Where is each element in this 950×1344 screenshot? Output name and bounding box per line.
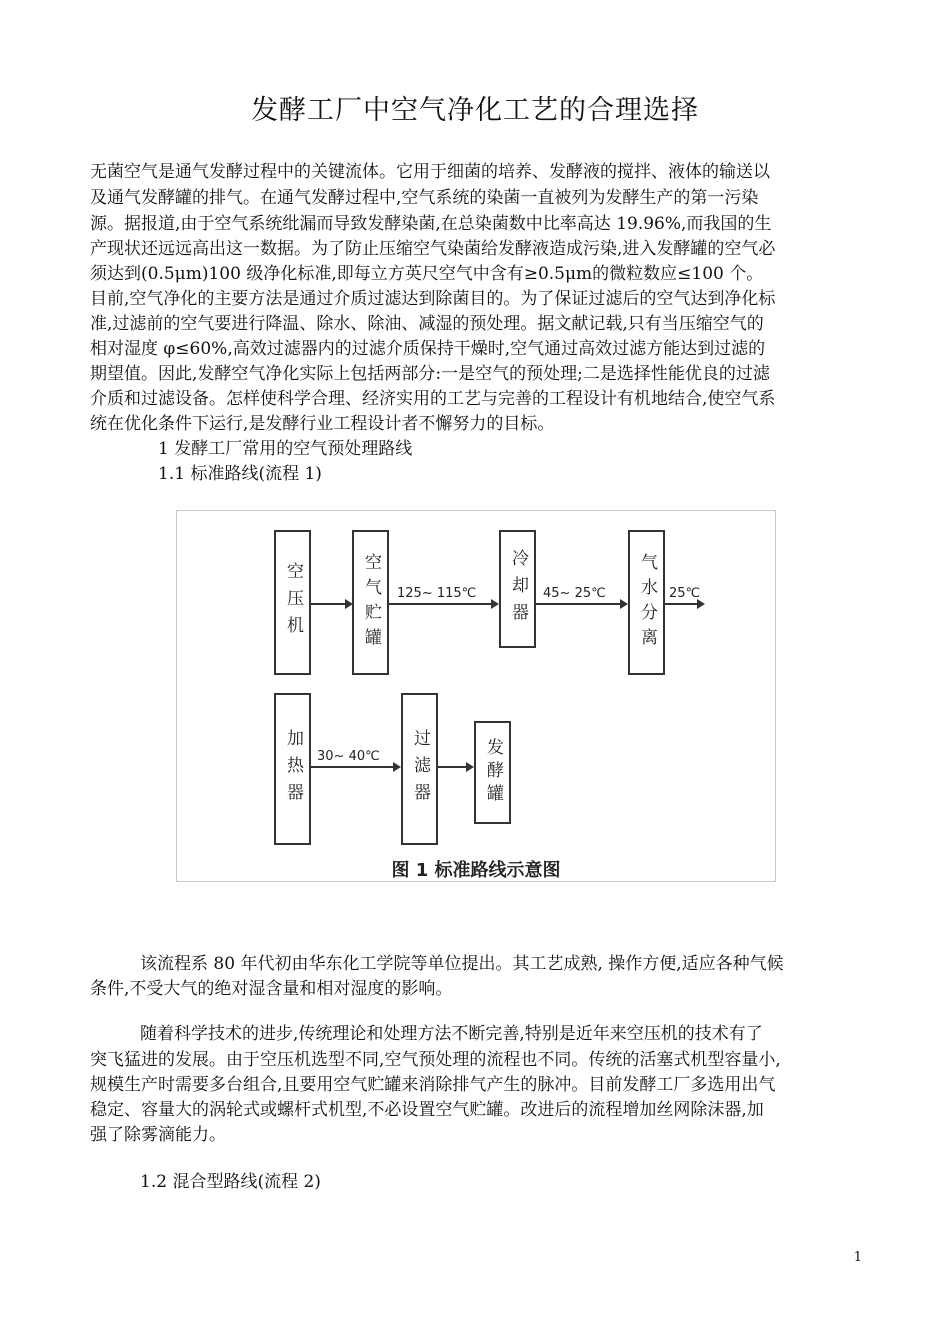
- document-title: 发酵工厂中空气净化工艺的合理选择: [251, 95, 699, 126]
- paragraph-line: 强了除雾滴能力。: [90, 1125, 226, 1145]
- paragraph-line: 该流程系 80 年代初由华东化工学院等单位提出。其工艺成熟, 操作方便,适应各种气候: [140, 954, 784, 974]
- temperature-label: 45~ 25℃: [543, 586, 606, 601]
- subsection-heading: 1.1 标准路线(流程 1): [158, 464, 322, 484]
- intro-line: 产现状还远远高出这一数据。为了防止压缩空气染菌给发酵液造成污染,进入发酵罐的空气必: [90, 239, 776, 259]
- intro-line: 介质和过滤设备。怎样使科学合理、经济实用的工艺与完善的工程设计有机地结合,使空气系: [90, 389, 776, 409]
- fermenter-box: [474, 721, 511, 824]
- heater-box: [274, 693, 311, 845]
- figure-caption: 图 1 标准路线示意图: [391, 860, 561, 881]
- section-heading: 1 发酵工厂常用的空气预处理路线: [158, 439, 413, 459]
- intro-line: 期望值。因此,发酵空气净化实际上包括两部分:一是空气的预处理;二是选择性能优良的过滤: [90, 364, 770, 384]
- paragraph-line: 规模生产时需要多台组合,且要用空气贮罐来消除排气产生的脉冲。目前发酵工厂多选用出气: [90, 1075, 776, 1095]
- box-label: 加热器: [283, 728, 303, 810]
- intro-line: 及通气发酵罐的排气。在通气发酵过程中,空气系统的染菌一直被列为发酵生产的第一污染: [90, 188, 759, 208]
- separator-box: [628, 530, 665, 675]
- cooler-box: [499, 530, 536, 648]
- intro-line: 目前,空气净化的主要方法是通过介质过滤达到除菌目的。为了保证过滤后的空气达到净化标: [90, 289, 776, 309]
- temperature-label: 30~ 40℃: [317, 749, 380, 764]
- box-label: 发酵罐: [483, 738, 503, 807]
- flow-arrow: [309, 766, 399, 768]
- intro-line: 统在优化条件下运行,是发酵行业工程设计者不懈努力的目标。: [90, 414, 555, 434]
- paragraph-line: 随着科学技术的进步,传统理论和处理方法不断完善,特别是近年来空压机的技术有了: [140, 1024, 763, 1044]
- paragraph-line: 条件,不受大气的绝对湿含量和相对湿度的影响。: [90, 979, 453, 999]
- box-label: 空气贮罐: [361, 552, 381, 653]
- flow-arrow: [387, 603, 497, 605]
- intro-line: 准,过滤前的空气要进行降温、除水、除油、减湿的预处理。据文献记载,只有当压缩空气的: [90, 314, 764, 334]
- temperature-label: 25℃: [669, 586, 701, 601]
- intro-line: 须达到(0.5μm)100 级净化标准,即每立方英尺空气中含有≥0.5μm的微粒数应≤100 个。: [90, 264, 764, 284]
- subsection-heading: 1.2 混合型路线(流程 2): [140, 1172, 321, 1192]
- flow-diagram: [176, 510, 776, 882]
- compressor-box: [274, 530, 311, 675]
- box-label: 空压机: [283, 562, 303, 643]
- intro-line: 源。据报道,由于空气系统纰漏而导致发酵染菌,在总染菌数中比率高达 19.96%,而我国的生: [90, 214, 772, 234]
- flow-arrow: [436, 766, 472, 768]
- box-label: 过滤器: [410, 728, 430, 810]
- box-label: 气水分离: [637, 552, 657, 653]
- flow-arrow: [309, 603, 351, 605]
- air-tank-box: [352, 530, 389, 675]
- flow-arrow: [534, 603, 626, 605]
- page-number: 1: [853, 1250, 862, 1265]
- paragraph-line: 稳定、容量大的涡轮式或螺杆式机型,不必设置空气贮罐。改进后的流程增加丝网除沫器,加: [90, 1100, 764, 1120]
- intro-line: 无菌空气是通气发酵过程中的关键流体。它用于细菌的培养、发酵液的搅拌、液体的输送以: [90, 162, 770, 182]
- flow-arrow: [663, 603, 703, 605]
- intro-line: 相对湿度 φ≤60%,高效过滤器内的过滤介质保持干燥时,空气通过高效过滤方能达到过滤的: [90, 339, 766, 359]
- temperature-label: 125~ 115℃: [397, 586, 477, 601]
- filter-box: [401, 693, 438, 845]
- paragraph-line: 突飞猛进的发展。由于空压机选型不同,空气预处理的流程也不同。传统的活塞式机型容量小,: [90, 1050, 781, 1070]
- box-label: 冷却器: [508, 548, 528, 630]
